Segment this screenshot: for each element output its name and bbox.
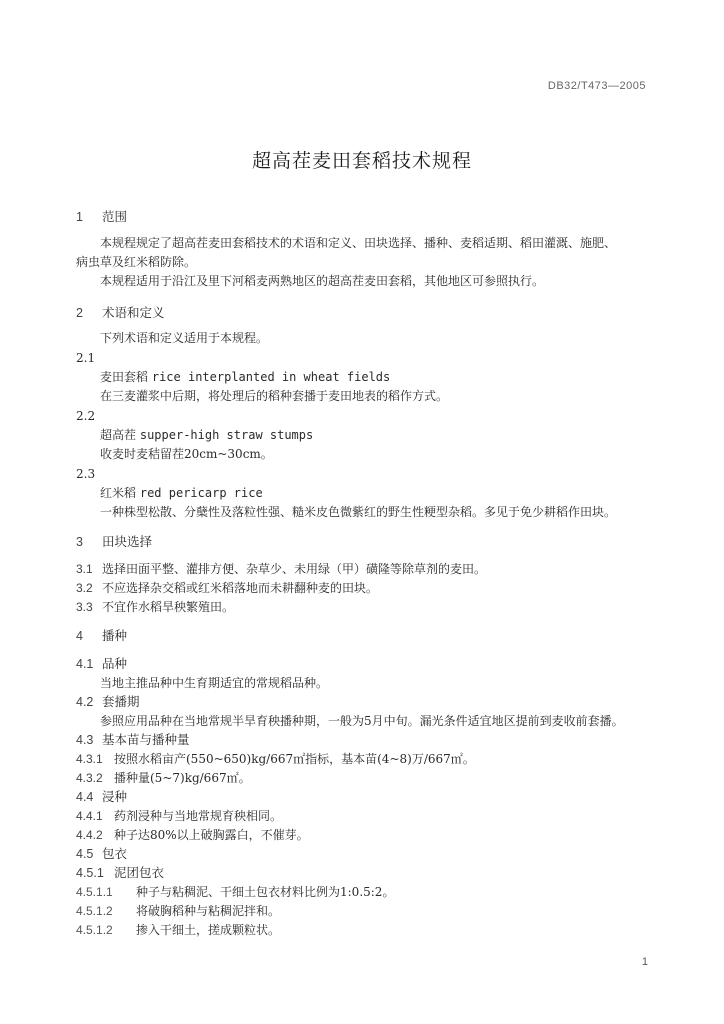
subsection-heading (76, 732, 190, 748)
paragraph: 病虫草及红米稻防除。 (76, 255, 197, 269)
item-number: 4.1 (76, 657, 94, 671)
term-definition: 收麦时麦秸留茬20cm~30cm。 (100, 447, 273, 461)
list-item (76, 599, 234, 615)
item-number: 3.2 (76, 581, 93, 595)
page-number: 1 (641, 956, 648, 968)
item-text: 掺入干细土，搓成颗粒状。 (136, 923, 281, 937)
section-title: 播种 (102, 628, 128, 643)
subsection-heading (76, 846, 127, 862)
list-item (76, 561, 486, 577)
item-text: 按照水稻亩产(550~650)kg/667㎡指标，基本苗(4~8)万/667㎡。 (114, 752, 475, 766)
item-text: 种子与粘稠泥、干细土包衣材料比例为1:0.5:2。 (136, 885, 395, 899)
subsection-heading (76, 865, 164, 881)
term-number: 2.3 (76, 467, 96, 481)
section-number: 2 (76, 306, 83, 320)
section-title: 范围 (102, 209, 128, 224)
item-text: 浸种 (102, 789, 128, 804)
list-item (76, 827, 309, 843)
term-definition: 一种株型松散、分蘖性及落粒性强、糙米皮色微紫红的野生性粳型杂稻。多见于免少耕稻作田块。 (100, 505, 617, 519)
item-number: 4.2 (76, 695, 94, 709)
section-number: 4 (76, 629, 83, 643)
term-entry (100, 427, 313, 443)
item-number: 4.4.2 (76, 828, 103, 842)
section-2-heading (76, 305, 165, 321)
item-text: 品种 (102, 656, 128, 671)
document-code: DB32/T473—2005 (547, 80, 646, 92)
section-title: 田块选择 (102, 534, 153, 549)
item-text: 种子达80%以上破胸露白，不催芽。 (114, 828, 309, 842)
section-title: 术语和定义 (102, 305, 165, 320)
term-cn: 超高茬 (100, 428, 137, 442)
item-text: 包衣 (102, 846, 128, 861)
item-number: 4.5.1.2 (76, 904, 113, 918)
item-number: 4.4.1 (76, 809, 103, 823)
paragraph: 本规程规定了超高茬麦田套稻技术的术语和定义、田块选择、播种、麦稻适期、稻田灌溉、施肥、 (100, 236, 617, 250)
item-text: 基本苗与播种量 (102, 732, 190, 747)
item-number: 3.1 (76, 562, 93, 576)
term-cn: 红米稻 (100, 486, 137, 500)
term-entry (100, 485, 263, 501)
item-text: 选择田面平整、灌排方便、杂草少、未用绿（甲）磺隆等除草剂的麦田。 (102, 562, 487, 576)
item-text: 播种量(5~7)kg/667㎡。 (114, 771, 251, 785)
paragraph: 参照应用品种在当地常规半旱育秧播种期，一般为5月中旬。漏光条件适宜地区提前到麦收前套播。 (100, 714, 624, 728)
term-entry (100, 369, 390, 385)
section-1-heading (76, 209, 127, 225)
subsection-heading (76, 789, 127, 805)
term-number: 2.2 (76, 409, 96, 423)
item-number: 4.5.1.2 (76, 923, 113, 937)
item-number: 4.5 (76, 847, 94, 861)
list-item (76, 903, 280, 919)
list-item (76, 751, 475, 767)
list-item (76, 922, 280, 938)
item-text: 套播期 (102, 694, 140, 709)
term-number: 2.1 (76, 351, 96, 365)
term-en: rice interplanted in wheat fields (151, 370, 391, 384)
item-text: 不宜作水稻旱秧繁殖田。 (102, 600, 235, 614)
item-text: 不应选择杂交稻或红米稻落地而未耕翻种麦的田块。 (102, 581, 379, 595)
paragraph: 本规程适用于沿江及里下河稻麦两熟地区的超高茬麦田套稻，其他地区可参照执行。 (100, 274, 545, 288)
document-title: 超高茬麦田套稻技术规程 (251, 150, 472, 172)
term-en: red pericarp rice (139, 486, 263, 500)
list-item (76, 770, 251, 786)
term-definition: 在三麦灌浆中后期，将处理后的稻种套播于麦田地表的稻作方式。 (100, 389, 449, 403)
subsection-heading (76, 694, 140, 710)
item-number: 4.3.2 (76, 771, 103, 785)
list-item (76, 808, 282, 824)
item-text: 泥团包衣 (114, 865, 165, 880)
subsection-heading (76, 656, 127, 672)
item-text: 药剂浸种与当地常规育秧相同。 (114, 809, 283, 823)
paragraph: 下列术语和定义适用于本规程。 (100, 331, 269, 345)
section-3-heading (76, 534, 152, 550)
list-item (76, 580, 378, 596)
paragraph: 当地主推品种中生育期适宜的常规稻品种。 (100, 676, 329, 690)
item-number: 4.5.1.1 (76, 885, 113, 899)
term-cn: 麦田套稻 (100, 370, 149, 384)
item-number: 3.3 (76, 600, 93, 614)
list-item (76, 884, 394, 900)
item-number: 4.4 (76, 790, 94, 804)
section-4-heading (76, 628, 127, 644)
item-number: 4.3.1 (76, 752, 103, 766)
item-text: 将破胸稻种与粘稠泥拌和。 (136, 904, 281, 918)
section-number: 3 (76, 535, 83, 549)
section-number: 1 (76, 210, 83, 224)
item-number: 4.3 (76, 733, 94, 747)
term-en: supper-high straw stumps (139, 428, 314, 442)
item-number: 4.5.1 (76, 866, 104, 880)
